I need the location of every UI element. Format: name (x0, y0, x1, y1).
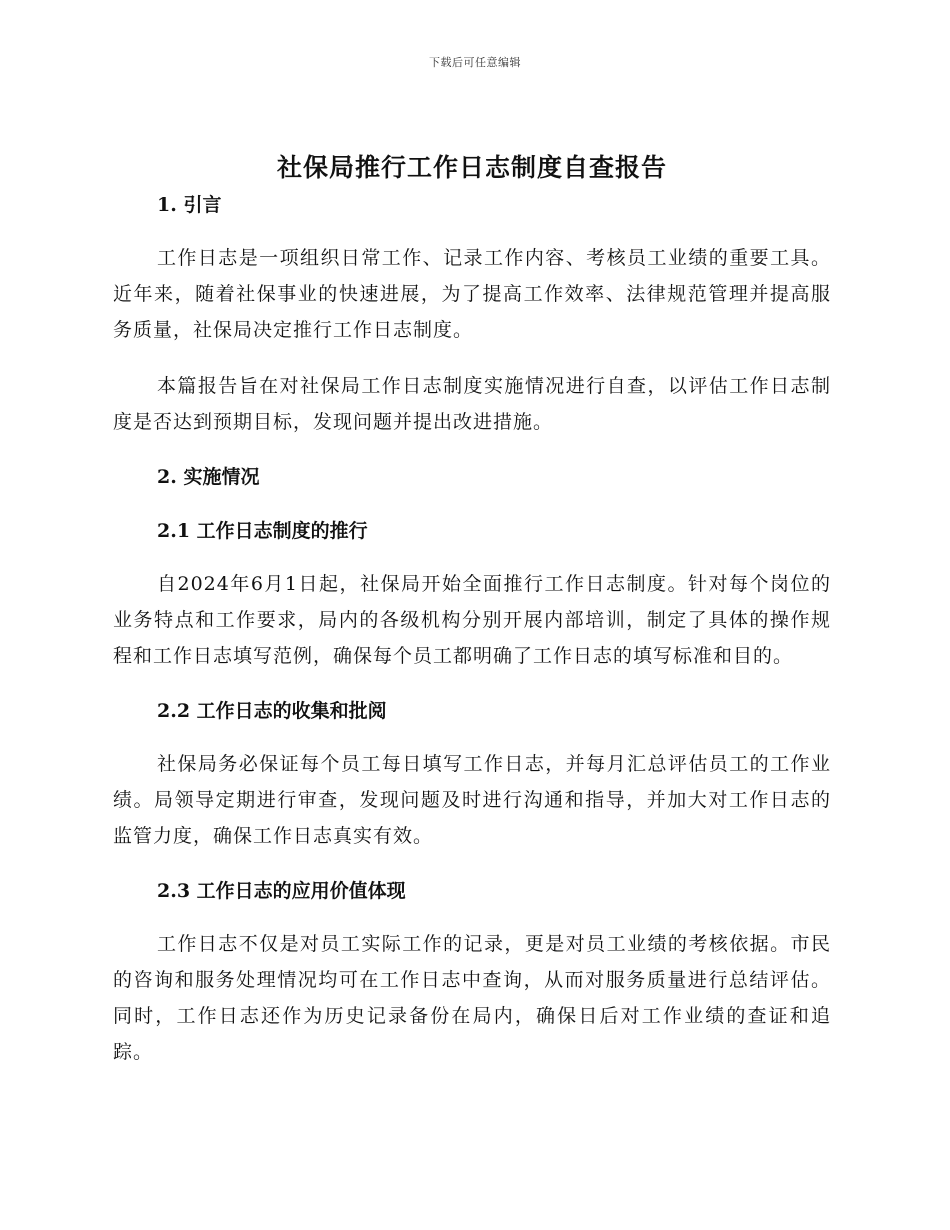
section-2-2-paragraph: 社保局务必保证每个员工每日填写工作日志，并每月汇总评估员工的工作业绩。局领导定期进行审查，发现问题及时进行沟通和指导，并加大对工作日志的监管力度，确保工作日志真实有效。 (113, 753, 831, 847)
section-1-paragraph-2: 本篇报告旨在对社保局工作日志制度实施情况进行自查，以评估工作日志制度是否达到预期目标，发现问题并提出改进措施。 (113, 375, 831, 433)
section-2-3-heading: 2.3 工作日志的应用价值体现 (157, 880, 406, 902)
section-2-1-heading: 2.1 工作日志制度的推行 (157, 520, 368, 542)
document-title: 社保局推行工作日志制度自查报告 (276, 153, 667, 182)
section-2-heading: 2. 实施情况 (157, 466, 260, 488)
document-body (113, 148, 831, 1070)
section-1-paragraph-1: 工作日志是一项组织日常工作、记录工作内容、考核员工业绩的重要工具。近年来，随着社保事业的快速进展，为了提高工作效率、法律规范管理并提高服务质量，社保局决定推行工作日志制度。 (113, 247, 831, 341)
section-2-1-paragraph: 自2024年6月1日起，社保局开始全面推行工作日志制度。针对每个岗位的业务特点和工作要求，局内的各级机构分别开展内部培训，制定了具体的操作规程和工作日志填写范例，确保每个员工都明确了工作日志的填写标准和目的。 (113, 573, 831, 667)
header-note: 下载后可任意编辑 (429, 56, 521, 69)
section-2-2-heading: 2.2 工作日志的收集和批阅 (157, 700, 387, 722)
section-2-3-paragraph: 工作日志不仅是对员工实际工作的记录，更是对员工业绩的考核依据。市民的咨询和服务处理情况均可在工作日志中查询，从而对服务质量进行总结评估。同时，工作日志还作为历史记录备份在局内，确保日后对工作业绩的查证和追踪。 (113, 933, 831, 1063)
section-1-heading: 1. 引言 (157, 194, 222, 216)
